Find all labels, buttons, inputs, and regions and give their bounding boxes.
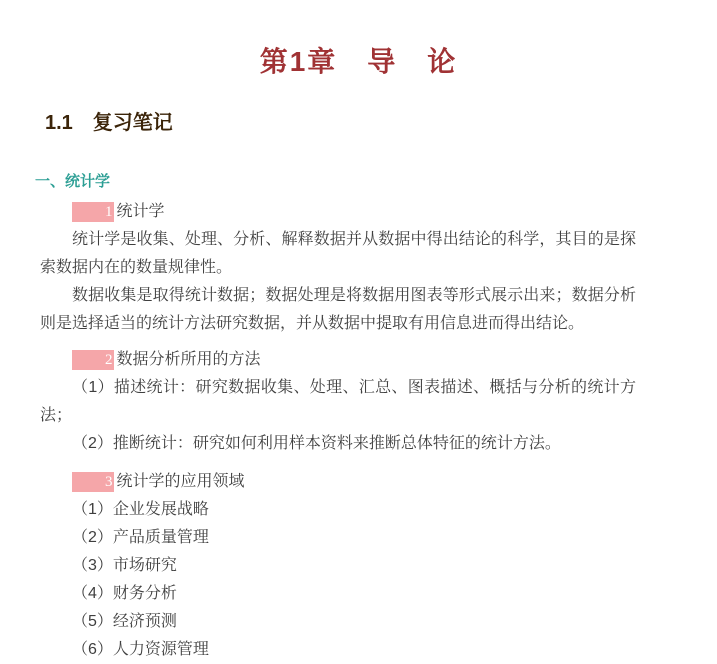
point-number-badge: 3 — [72, 472, 114, 492]
section-heading: 1.1 复习笔记 — [45, 112, 173, 134]
point-heading-label: 数据分析所用的方法 — [116, 351, 261, 368]
chapter-title: 第1章 导 论 — [259, 46, 458, 77]
subsection-heading: 一、统计学 — [35, 173, 111, 190]
paragraph: 统计学是收集、处理、分析、解释数据并从数据中得出结论的科学，其目的是探索数据内在的数量规律性。 — [40, 231, 636, 276]
list-item: （1）企业发展战略 — [72, 501, 209, 518]
list-item: （3）市场研究 — [72, 557, 177, 574]
body-content — [0, 198, 717, 664]
point-heading-label: 统计学的应用领域 — [116, 473, 245, 490]
paragraph: 数据收集是取得统计数据；数据处理是将数据用图表等形式展示出来；数据分析则是选择适当的统计方法研究数据，并从数据中提取有用信息进而得出结论。 — [40, 287, 636, 332]
list-item: （2）推断统计：研究如何利用样本资料来推断总体特征的统计方法。 — [72, 435, 561, 452]
point-heading-2 — [40, 346, 636, 374]
point-number-badge: 2 — [72, 350, 114, 370]
point-heading-1 — [40, 198, 636, 226]
list-item: （4）财务分析 — [72, 585, 177, 602]
list-item: （2）产品质量管理 — [72, 529, 209, 546]
list-item: （6）人力资源管理 — [72, 641, 209, 658]
list-item: （5）经济预测 — [72, 613, 177, 630]
point-heading-3 — [40, 468, 636, 496]
point-heading-label: 统计学 — [116, 203, 165, 220]
list-item: （1）描述统计：研究数据收集、处理、汇总、图表描述、概括与分析的统计方法； — [40, 379, 636, 424]
point-number-badge: 1 — [72, 202, 114, 222]
